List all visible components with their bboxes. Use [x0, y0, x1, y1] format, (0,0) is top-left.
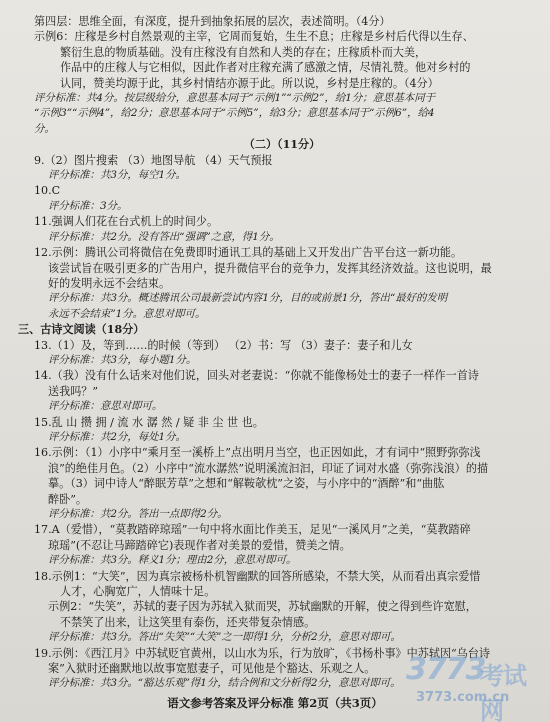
- answer-14: 14.（我）没有什么话来对他们说，回头对老妻说：“你就不能像杨处士的妻子一样作一首诗: [34, 369, 479, 383]
- text-line: 示例6：庄稼是乡村自然景观的主宰，它周而复始，生生不息；庄稼是乡村后代得以生存、: [34, 30, 474, 44]
- scoring-standard: 评分标准：共3分。概述腾讯公司最新尝试内容1分，目的或前景1分，答出“最好的发明: [48, 292, 448, 305]
- answer-13: 13.（1）及，等到……的时候（等到） （2）书：写 （3）妻子：妻子和儿女: [34, 338, 413, 352]
- scoring-standard: 永远不会结束”1分。意思对即可。: [48, 307, 206, 320]
- scoring-standard: 评分标准：共3分。释义1分；理由2分，意思对即可。: [48, 554, 297, 567]
- scoring-standard: 评分标准：意思对即可。: [48, 400, 163, 413]
- text-line: 作品中的庄稼人与它相似，因此作者对庄稼充满了感激之情，尽情礼赞。他对乡村的: [60, 61, 471, 75]
- answer-10: 10.C: [34, 184, 61, 198]
- text-line: 第四层：思维全面，有深度，提升到抽象拓展的层次，表述简明。（4分）: [34, 15, 391, 28]
- scoring-standard: “示例3”“示例4”，给2分；意思基本同于“示例5”，给3分；意思基本同于“示例6”，给4: [34, 107, 435, 120]
- text-line: 案”入狱时还幽默地以故事宽慰妻子，可见他是个豁达、乐观之人。: [48, 662, 376, 676]
- section-heading: 三、古诗文阅读（18分）: [18, 323, 145, 337]
- answer-15: 15.乱 山 攒 拥 / 流 水 潺 然 / 疑 非 尘 世 也。: [34, 415, 264, 429]
- text-line: 浪”的绝佳月色。（2）小序中“流水潺然”说明溪流汩汩，印证了词对水盛（弥弥浅浪）的描: [48, 461, 489, 475]
- scoring-standard: 评分标准：共2分，每处1分。: [48, 430, 186, 443]
- text-line: 不禁笑了出来，让这笑里有泰伤，还夹带复杂情感。: [60, 615, 316, 629]
- text-line: 摹。（3）词中诗人“醉眠芳草”之想和“解鞍欹枕”之姿，与小序中的“酒醉”和“曲肱: [48, 477, 445, 491]
- site-watermark: [406, 652, 538, 722]
- text-line: 该尝试旨在吸引更多的广告用户，提升微信平台的竞争力，发挥其经济效益。这也说明，最: [48, 261, 492, 275]
- scoring-standard: 评分标准：共3分。答出“失笑”“大笑”之一即得1分，分析2分，意思对即可。: [48, 631, 401, 644]
- answer-11: 11.强调人们花在台式机上的时间少。: [34, 215, 219, 229]
- text-line: 送我吗？”: [48, 384, 99, 398]
- section-heading: （二）（11分）: [243, 138, 321, 152]
- watermark-brand: 考试网: [480, 662, 526, 722]
- text-line: 琼瑶”(不忍让马蹄踏碎它)表现作者对美景的爱惜，赞美之情。: [48, 538, 351, 552]
- scoring-standard: 评分标准：共3分，每小题1分。: [48, 353, 197, 366]
- scoring-standard: 分。: [34, 122, 55, 135]
- scoring-standard: 评分标准：3分。: [48, 199, 128, 212]
- page-footer: 语文参考答案及评分标准 第2页（共3页）: [167, 696, 383, 710]
- answer-17: 17.A（爱惜），“莫教踏碎琼瑶”一句中将水面比作美玉，足见“一溪风月”之美，“莫教踏碎: [34, 523, 471, 537]
- scoring-standard: 评分标准：共3分，每空1分。: [48, 169, 186, 182]
- text-line: 人才，心胸宽广，人情味十足。: [60, 585, 216, 599]
- answer-18: 18.示例1：“大笑”，因为真宗被杨朴机智幽默的回答所感染，不禁大笑，从而看出真宗爱惜: [34, 569, 481, 583]
- scoring-standard: 评分标准：共2分。没有答出“强调”之意，得1分。: [48, 230, 280, 243]
- watermark-number: 3773: [406, 652, 486, 687]
- answer-12: 12.示例：腾讯公司将微信在免费即时通讯工具的基础上又开发出广告平台这一新功能。: [34, 246, 463, 260]
- text-line: 好的发明永远不会结束。: [48, 276, 171, 290]
- scoring-standard: 评分标准：共3分。“豁达乐观”得1分，结合例和文分析得2分，意思对即可。: [48, 677, 401, 690]
- text-line: 醉卧”。: [48, 492, 87, 506]
- answer-9: 9.（2）图片搜索 （3）地图导航 （4）天气预报: [34, 153, 273, 167]
- text-line: 繁衍生息的物质基础。没有庄稼没有自然和人类的存在；庄稼质朴而大美，: [60, 45, 427, 59]
- text-line: 示例2：“失笑”，苏轼的妻子因为苏轼入狱而哭，苏轼幽默的开解，使之得到些许宽慰，: [48, 600, 477, 614]
- scoring-standard: 评分标准：共2分。答出一点即得2分。: [48, 508, 228, 520]
- answer-16: 16.示例：（1）小序中“乘月至一溪桥上”点出明月当空，也正因如此，才有词中“照野弥弥浅: [34, 446, 481, 460]
- scoring-standard: 评分标准：共4分。按层级给分，意思基本同于“示例1”“示例2”，给1分；意思基本同于: [34, 92, 435, 105]
- text-line: 认同，赞美均源于此，其乡村情结亦源于此。所以说，乡村是庄稼的。（4分）: [60, 76, 439, 90]
- answer-19: 19.示例：《西江月》中苏轼贬官黄州，以山水为乐，行为放旷，《书杨朴事》中苏轼因“乌台诗: [34, 646, 490, 660]
- watermark-site: 3773.com.cn: [416, 690, 510, 705]
